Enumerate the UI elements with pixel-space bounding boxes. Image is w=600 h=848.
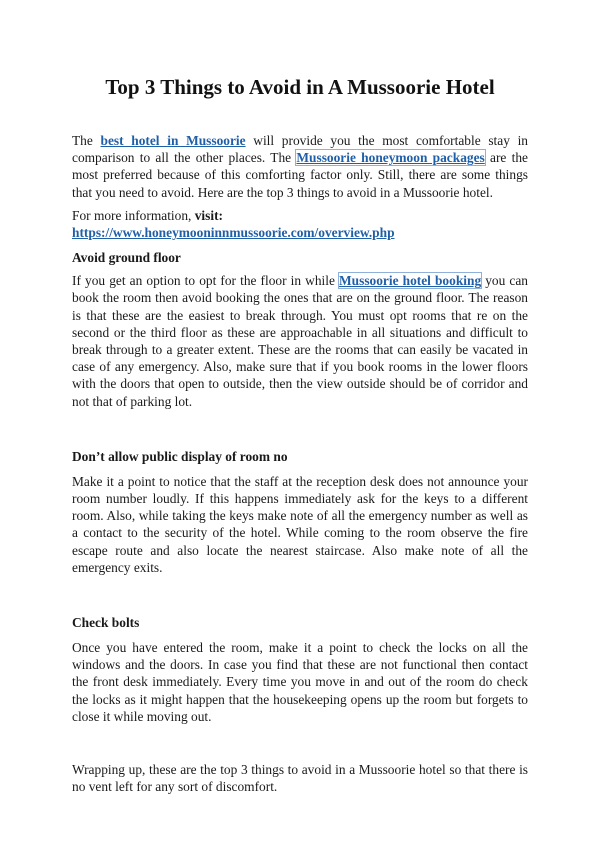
section-heading-ground-floor: Avoid ground floor bbox=[72, 250, 181, 266]
overview-url-link[interactable]: https://www.honeymooninnmussoorie.com/overview.php bbox=[72, 225, 395, 241]
intro-text-2: will provide you the most comfortable stay in comparison to all the other places. The bbox=[72, 133, 529, 166]
intro-text-3: are the most preferred because of this comforting factor only. Still, there are some things that you need to avoid. Here are the top 3 things to avoid in a Mussoorie hotel. bbox=[72, 150, 528, 200]
section-body-ground-floor bbox=[72, 272, 528, 410]
best-hotel-link[interactable]: best hotel in Mussoorie bbox=[100, 133, 246, 148]
hotel-booking-link[interactable]: Mussoorie hotel booking bbox=[339, 273, 482, 289]
visit-label: visit: bbox=[194, 207, 223, 223]
more-info-prefix: For more information, bbox=[72, 207, 195, 223]
section-heading-room-display: Don’t allow public display of room no bbox=[72, 448, 288, 464]
wrap-up-paragraph: Wrapping up, these are the top 3 things to avoid in a Mussoorie hotel so that there is no vent left for any sort of discomfort. bbox=[72, 762, 528, 795]
ground-floor-text-1: If you get an option to opt for the floor in while bbox=[72, 273, 340, 289]
intro-text-1: The bbox=[72, 133, 101, 148]
more-info-line bbox=[72, 207, 528, 241]
section-body-room-display: Make it a point to notice that the staff at the reception desk does not announce your room number loudly. If this happens immediately ask for the keys to a different room. Also, while taking the keys make note of all the emergency number as well as a contact to the security of the hotel. While coming to the room observe the fire escape route and also locate the nearest staircase. Also make note of all the emergency exits. bbox=[72, 473, 528, 575]
page-title: Top 3 Things to Avoid in A Mussoorie Hotel bbox=[105, 75, 495, 99]
section-heading-check-bolts: Check bolts bbox=[72, 615, 140, 631]
intro-paragraph bbox=[72, 132, 528, 201]
section-body-check-bolts: Once you have entered the room, make it a point to check the locks on all the windows and the doors. In case you find that these are not functional then contact the front desk immediately. Every time you move in and out of the room do check the locks as it might happen that the housekeeping opens up the room but forgets to close it while moving out. bbox=[72, 640, 528, 724]
honeymoon-packages-link[interactable]: Mussoorie honeymoon packages bbox=[296, 150, 485, 166]
ground-floor-text-2: you can book the room then avoid booking the ones that are on the ground floor. The reason is that these are the easiest to break through. You must opt rooms that re on the second or the third floor as these are approachable in all situations and difficult to break through to a greater extent. These are the rooms that can easily be vacated in case of any emergency. Also, make sure that if you book rooms in the lower floors with the doors that open to outside, then the view outside should be of corridor and not that of parking lot. bbox=[72, 273, 528, 409]
